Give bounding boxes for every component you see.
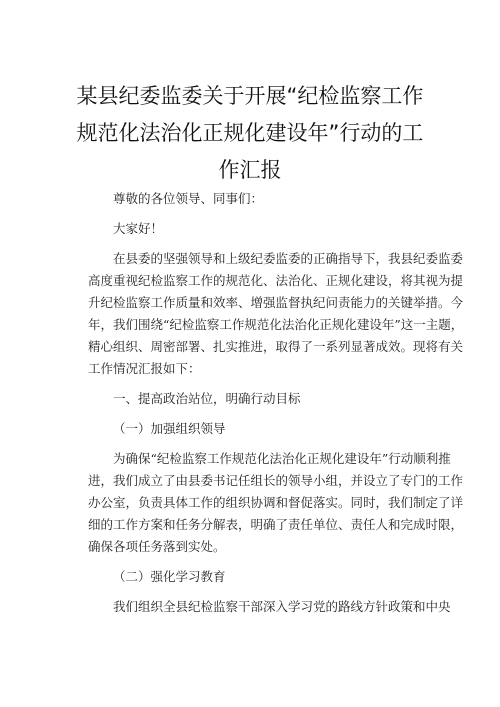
paragraph-line: 在县委的坚强领导和上级纪委监委的正确指导下，我县纪委监委 xyxy=(113,251,464,266)
paragraph-line: 为确保“纪检监察工作规范化法治化正规化建设年”行动顺利推 xyxy=(113,451,451,466)
subsection-heading: （二）强化学习教育 xyxy=(113,569,226,584)
title-line: 作汇报 xyxy=(218,158,282,182)
paragraph-line: 进，我们成立了由县委书记任组长的领导小组，并设立了专门的工作 xyxy=(88,473,464,488)
subsection-paragraph xyxy=(88,448,464,558)
paragraph-line: 精心组织、周密部署、扎实推进，取得了一系列显著成效。现将有关 xyxy=(88,339,464,354)
subsection-paragraph xyxy=(88,596,451,618)
title-line: 规范化法治化正规化建设年”行动的工 xyxy=(76,121,424,145)
greeting: 大家好！ xyxy=(113,221,164,236)
subsection-heading: （一）加强组织领导 xyxy=(113,421,226,436)
paragraph-line: 确保各项任务落到实处。 xyxy=(88,539,226,554)
salutation: 尊敬的各位领导、同事们： xyxy=(113,191,264,206)
paragraph-line: 细的工作方案和任务分解表，明确了责任单位、责任人和完成时限， xyxy=(88,517,464,532)
intro-paragraph xyxy=(88,248,464,380)
document-body xyxy=(88,188,464,618)
section-heading: 一、提高政治站位，明确行动目标 xyxy=(113,391,301,406)
document-title xyxy=(60,78,440,189)
paragraph-line: 升纪检监察工作质量和效率、增强监督执纪问责能力的关键举措。今 xyxy=(88,295,464,310)
paragraph-line: 工作情况汇报如下： xyxy=(88,361,201,376)
paragraph-line: 办公室，负责具体工作的组织协调和督促落实。同时，我们制定了详 xyxy=(88,495,464,510)
paragraph-line: 年，我们围绕“纪检监察工作规范化法治化正规化建设年”这一主题， xyxy=(88,317,464,332)
paragraph-line: 我们组织全县纪检监察干部深入学习党的路线方针政策和中央 xyxy=(113,599,451,614)
title-line: 某县纪委监委关于开展“纪检监察工作 xyxy=(76,84,424,108)
paragraph-line: 高度重视纪检监察工作的规范化、法治化、正规化建设，将其视为提 xyxy=(88,273,464,288)
